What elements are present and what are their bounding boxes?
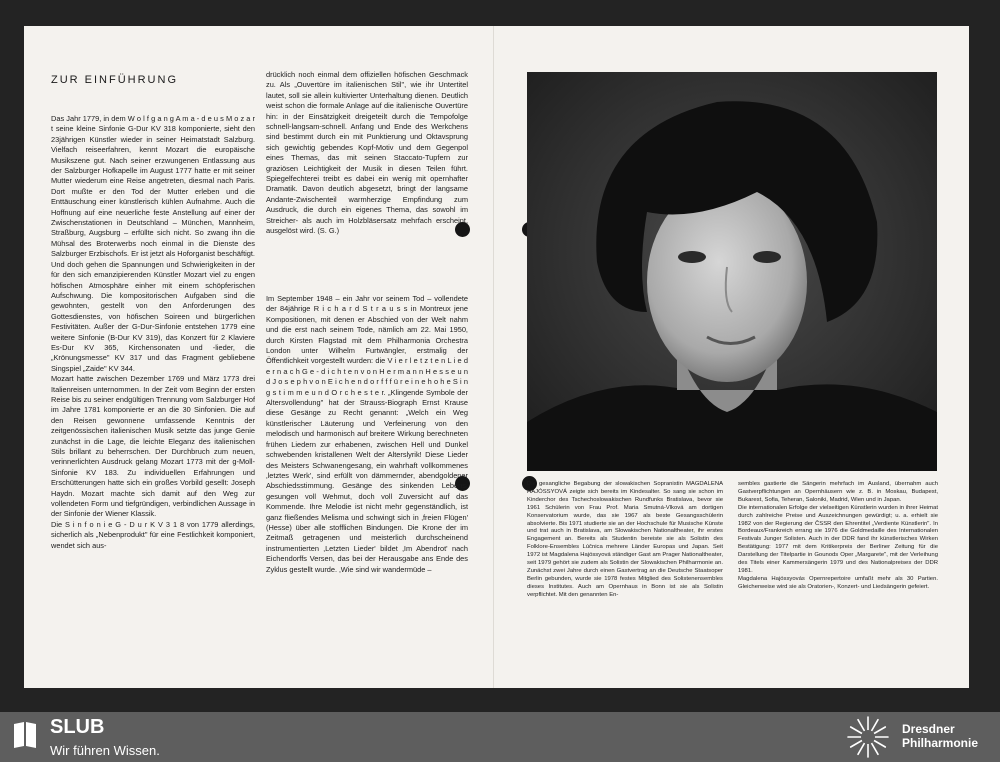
article-column-1: Das Jahr 1779, in dem W o l f g a n g A m a - d e u s M o z a r t seine kleine Sinfonie G-Dur KV 318 komponierte, sieht den 23jährigen Künstler wieder in seiner Heimatstadt Salzburg. Vielfach reiseerfahren, kennt Mozart die europäische Musikszene gut. Nach seiner erzwungenen Entlassung aus der Salzburger Hofkapelle im August 1777 hatte er mit seiner Mutter wiederum eine Reise angetreten, diesmal nach Paris. Dort mußte er den Tod der Mutter erleben und die Enttäuschung einer künstlerisch kühlen Aufnahme. Auch die Hoffnung auf eine neuerliche feste Anstellung auf einer der Zwischenstationen in Deutschland – München, Mannheim, Straßburg, Augsburg – erfüllte sich nicht. So zwang ihn die Mühsal des Broterwerbs noch einmal in die Dienste des Salzburger Erzbischofs. Er ist jetzt als Hoforganist beschäftigt. Und doch gehen die Spannungen und Schwierigkeiten in der für den sich emanzipierenden Künstler Mozart viel zu engen höfischen Atmosphäre einher mit einem schöpferischen Aufschwung. Die kompositorischen Aufgaben sind die gewohnten, gestellt von den Anforderungen des Gottesdienstes, von höfischen Soireen und bürgerlichen Festivitäten. Außer der G-Dur-Sinfonie entstehen 1779 eine weitere Sinfonie (B-Dur KV 319), das Konzert für 2 Klaviere Es-Dur KV 365, Kirchensonaten und -lieder, die „Krönungsmesse" KV 317 und das Fragment gebliebene Singspiel „Zaide" KV 344. Mozart hatte zwischen Dezember 1769 und März 1773 drei Italienreisen unternommen. In der Zeit vom Beginn der ersten Reise bis zu seiner endgültigen Trennung vom Salzburger Hof im Jahre 1781 komponierte er an die 30 Sinfonien. Die auf den Reisen gewonnene umfassende Kenntnis der zeitgenössischen italienischen Musik setzte das junge Genie zunächst in die Lage, die leichte Eleganz des italienischen Stils brillant zu beherrschen. Der Durchbruch zum neuen, verinnerlichten Ausdruck gelang Mozart 1773 mit der g-Moll-Sinfonie KV 183. Zu individuellen Erfahrungen und Erschütterungen hatte sich ein großes Vorbild gesellt: Joseph Haydn. Mozart machte sich damit auf den Weg zur vollendeten Form und tiefgründigen, verbindlichen Aussage in der Sinfonie der Wiener Klassik. Die S i n f o n i e G - D u r K V 3 1 8 von 1779 allerdings, sicherlich als „Nebenprodukt" für eine Festlichkeit komponiert, wendet sich aus- [51, 114, 255, 550]
page-fold [493, 26, 494, 688]
article-column-2-bottom: Im September 1948 – ein Jahr vor seinem Tod – vollendete der 84jährige R i c h a r d S t r a u s s in Montreux jene Kompositionen, mit denen er Abschied von der Welt nahm und die erst nach seinem Tode, nämlich am 22. Mai 1950, durch Kirsten Flagstad mit dem Philharmonia Orchestra London unter Wilhelm Furtwängler, erstmalig der Öffentlichkeit vorgestellt wurden: die V i e r l e t z t e n L i e d e r n a c h G e - d i c h t e n v o n H e r m a n n H e s s e u n d J o s e p h v o n E i c h e n d o r f f f ü r e i n e h o h e S i n g s t i m m e u n d O r c h e s t e r. „Klingende Symbole der Altersvollendung" hat der Strauss-Biograph Ernst Krause diese Gesänge zu Recht genannt: „Welch ein Weg künstlerischer Läuterung und Verfeinerung von den melodisch und harmonisch auf breitere Wirkung berechneten frühen Liedern zur erhabenen, zwischen Hell und Dunkel schwebenden kristallenen Welt der Alterslyrik! Diese Lieder des Meisters Schwanengesang, ein wahrhaft vollkommenes ‚letztes Werk', sind erfüllt von dämmernder, abendgoldener Abschiedsstimmung. Gesänge des sinkenden Lebens, gesungen voll Wehmut, doch voll Zuversicht auf das Kommende. Ihre Melodie ist nicht mehr gegenständlich, ist ganz fließendes Melisma und schwingt sich in ‚freien Flügen' (Hesse) über alle stofflichen Bindungen. Die Krone der im Zeitmaß getragenen und meisterlich durchscheinend instrumentierten ‚Letzten Lieder' bildet ‚Im Abendrot' nach Eichendorffs Versen, das bei der Herausgabe ans Ende des Zyklus gestellt wurde. ‚Wie sind wir wandermüde – [266, 294, 468, 574]
dresdner-philharmonie-logo-text [902, 722, 978, 750]
book-icon [12, 721, 38, 749]
portrait-photo [527, 72, 937, 471]
slub-logo-text: SLUB [50, 716, 105, 738]
slub-tagline: Wir führen Wissen. [50, 743, 160, 758]
document-page [24, 26, 969, 688]
dp-line-2: Philharmonie [902, 736, 979, 750]
biography-column-2: sembles gastierte die Sängerin mehrfach im Ausland, übernahm auch Gastverpflichtungen an Opernhäusern wie z. B. in Moskau, Budapest, Bukarest, Sofia, Teheran, Saloniki, Madrid, Wien und in Japan. Die internationalen Erfolge der vielseitigen Künstlerin wurden in ihrer Heimat durch zahlreiche Preise und Auszeichnungen gewürdigt; u. a. erhielt sie 1982 von der Regierung der ČSSR den Ehrentitel „Verdiente Künstlerin". In Bordeaux/Frankreich errang sie 1976 die Goldmedaille des Internationalen Festivals Junger Solisten. Auch in der DDR fand ihr künstlerisches Wirken Bestätigung: 1977 mit dem Kritikerpreis der Berliner Zeitung für die Darstellung der Titelpartie in Gounods Oper „Margarete", mit der Verleihung des Titels einer Kammersängerin 1979 und des Nationalpreises der DDR 1981. Magdalena Hajóssyovás Opernrepertoire umfaßt mehr als 30 Partien. Gleicherweise wird sie als Oratorien-, Konzert- und Liedsängerin gefeiert. [738, 481, 938, 590]
dp-line-1: Dresdner [902, 722, 955, 736]
biography-column-1: Die gesangliche Begabung der slowakischen Sopranistin MAGDALENA HAJÓSSYOVÁ zeigte sich bereits im Kindesalter. So sang sie schon im Kinderchor des Tschechoslowakischen Rundfunks Bratislava, bevor sie 1961 Schülerin von Frau Prof. Maria Smutná-Vlková am dortigen Konservatorium wurde, das sie 1967 als beste Gesangsschülerin absolvierte. Bis 1971 studierte sie an der Hochschule für Musische Künste und trat auch in Bratislava, am Slowakischen Nationaltheater, ihr erstes Engagement an. Bereits als Studentin bereiste sie als Solistin des Folklore-Ensembles Lúčnica mehrere Länder Europas und Japan. Seit 1972 ist Magdalena Hajóssyová ständiger Gast am Prager Nationaltheater, seit 1979 gehört sie zudem als Solistin der Slowakischen Philharmonie an. Zunächst zwei Jahre durch einen Gastvertrag an die Deutsche Staatsoper Berlin gebunden, wurde sie 1978 festes Mitglied des Solistenensembles dieses Institutes. Auch am Opernhaus in Bonn ist sie als Solistin verpflichtet. Mit den genannten En- [527, 481, 723, 598]
portrait-image [527, 72, 937, 471]
footer-bar [0, 712, 1000, 762]
section-heading: ZUR EINFÜHRUNG [51, 74, 178, 86]
sunburst-icon [840, 715, 896, 759]
article-column-2-top: drücklich noch einmal dem offiziellen höfischen Geschmack zu. Als „Ouvertüre im italienischen Stil", wie ihr Untertitel lautet, soll sie allein kultivierter Unterhaltung dienen. Deutlich weist schon die formale Anlage auf die italienische Ouvertüre hin: in der Einsätzigkeit dreigeteilt durch die Tempofolge schnell-langsam-schnell. Anfang und Ende des Werkchens sind bestimmt durch ein mit Punktierung und Oktavsprung sich gewichtig gebendes Kopf-Motiv und dem Gegenpol eines Themas, das mit seinen Staccato-Tupfern zur graziösen Leichtigkeit der Musik in diesen Teilen führt. Spiegelfechterei treibt es dabei ein wenig mit opernhafter Dramatik. Davon deutlich abgesetzt, bringt der langsame Andante-Zwischenteil warmherzige Empfindung zum Ausdruck, die durch ein eigenes Thema, das sowohl im Streicher- als auch im Holzbläsersatz mehrfach erscheint, ausgelöst wird. (S. G.) [266, 70, 468, 236]
